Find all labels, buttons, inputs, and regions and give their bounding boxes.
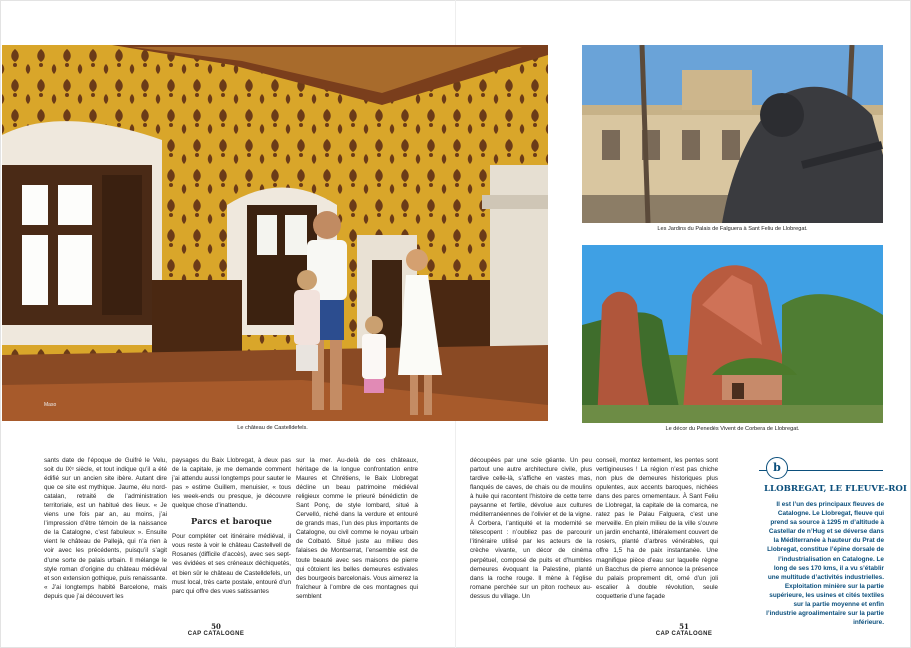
article-column-3 xyxy=(296,456,418,601)
palace-garden-photo xyxy=(582,45,883,223)
magazine-name-right: CAP CATALOGNE xyxy=(655,631,713,637)
page-number-left: 50 xyxy=(211,622,221,631)
sidebar-badge-icon: b xyxy=(766,457,788,479)
section-subhead: Parcs et baroque xyxy=(191,516,272,527)
folio-left xyxy=(176,622,256,637)
column-2-text-bottom: Pour compléter cet itinéraire médiéval, il vous reste à voir le château Castellvell de Rosanes (difficile d’accès), avec ses sept-ves évidées et ses créneaux déchiquetés, et bien sûr le château de Castelldefels, un must local, très carte postale, entouré d’un parc qui offre des vues satissantes xyxy=(172,533,291,595)
magazine-name-left: CAP CATALOGNE xyxy=(187,631,245,637)
column-1-text: sants date de l’époque de Guifré le Velu, soit du IXᵉ siècle, et tout indique qu’il a été édifié sur un ancien site ibère. Autant dire que ce site est mythique. Jaume, élu nord-catalan, retraité de l’administration territoriale, est un habitué des lieux. « Je viens une fois par an, au moins, j’ai l’impression d’être témoin de la naissance de la Catalogne, c’est fabuleux ». Ensuite vient le château de Pallejà, qui n’a rien à voir avec les précédents, puisqu’il s’agit d’une sorte de palais urbain. Il mélange le style roman d’origine du château médiéval et son extension gothique, puis renaissante. « J’ai longtemps habité Barcelone, mais depuis que j’ai découvert les xyxy=(44,457,167,600)
column-2-text-top: paysages du Baix Llobregat, à deux pas de la capitale, je me demande comment j’ai attendu aussi longtemps pour sauter le pas » estime Guillem, menuisier, « tous les week-ends ou presque, je découvre quelque chose d’inattendu. xyxy=(172,457,291,510)
photo-credit: Maso xyxy=(44,402,57,408)
sidebar-title: LLOBREGAT, LE FLEUVE-ROI xyxy=(764,484,907,494)
article-column-2 xyxy=(172,456,291,596)
castle-caption: Le château de Castelldefels. xyxy=(237,425,308,431)
column-4-text: découpées par une scie géante. Un peu partout une autre architecture civile, plus tardive celle-là, s’affiche en vastes mas, flanqués de caves, de chais ou de moulins à huile qui racontent l’histoire de cette terre paysanne et fertile, dévolue aux cultures méditerranéennes de l’olivier et de la vigne. À Corbera, l’antiquité et la modernité se télescopent : n’oubliez pas de parcourir l’itinéraire utilisé par les acteurs de la crèche vivante, un décor de cinéma perpétuel, composé de puits et d’humbles demeures évoquant la Palestine, planté dans la roche rouge. Il mène à l’église romane perchée sur un piton rocheux au-dessus du village. Un xyxy=(470,457,592,600)
castle-interior-photo xyxy=(2,45,548,421)
palace-caption: Les Jardins du Palais de Falguera à Sant Feliu de Llobregat. xyxy=(657,226,808,232)
page-number-right: 51 xyxy=(679,622,689,631)
article-column-4 xyxy=(470,456,592,601)
red-rocks-photo xyxy=(582,245,883,423)
folio-right xyxy=(644,622,724,637)
sidebar-body: Il est l’un des principaux fleuves de Catalogne. Le Llobregat, fleuve qui prend sa source à 1295 m d’altitude à Castellar de n’Hug et se déverse dans la Méditerranée à hauteur du Prat de Llobregat, constitue l’épine dorsale de l’industrialisation en Catalogne. Le long de ses 170 kms, il a vu s’établir une multitude d’activités industrielles. Exploitation minière sur la partie supérieure, les usines et cités textiles sur la partie moyenne et enfin l’industrie agroalimentaire sur la partie inférieure. xyxy=(766,501,884,627)
article-column-5 xyxy=(596,456,718,601)
article-column-1 xyxy=(44,456,167,601)
column-5-text: conseil, montez lentement, les pentes sont vertigineuses ! La région n’est pas chiche non plus de demeures historiques plus opulentes, aux accents baroques, nichées dans des parcs ornementaux. À Sant Feliu de Llobregat, la capitale de la comarca, ne ratez pas le Palau Falguera, c’est une merveille. En plein milieu de la ville s’ouvre un jardin enchanté, littéralement couvert de rosiers, planté d’arbres vénérables, qui offre 1,5 ha de paix instantanée. Une magnifique pièce d’eau sur laquelle règne un Bacchus de pierre annonce la présence du palais proprement dit, orné d’un joli escalier à double révolution, seule coquetterie d’une façade xyxy=(596,457,718,600)
column-3-text: sur la mer. Au-delà de ces châteaux, héritage de la longue confrontation entre Maures et Chrétiens, le Baix Llobregat décline un beau patrimoine médiéval religieux comme le prieuré bénédictin de Sant Ponç, de style lombard, situé à Cervelló, niché dans la verdure et entouré de grands mas, l’un des plus importants de Catalogne, ou civil comme le noyau urbain de Colbató. Situé juste au milieu des falaises de Montserrat, l’ensemble est de toute beauté avec ses maisons de pierre qui côtoient les belles demeures estivales des bourgeois barcelonais. Vous aimerez la fraîcheur à l’ombre de ces montagnes qui semblent xyxy=(296,457,418,600)
rocks-caption: Le décor du Penedès Vivent de Corbera de Llobregat. xyxy=(665,426,800,432)
